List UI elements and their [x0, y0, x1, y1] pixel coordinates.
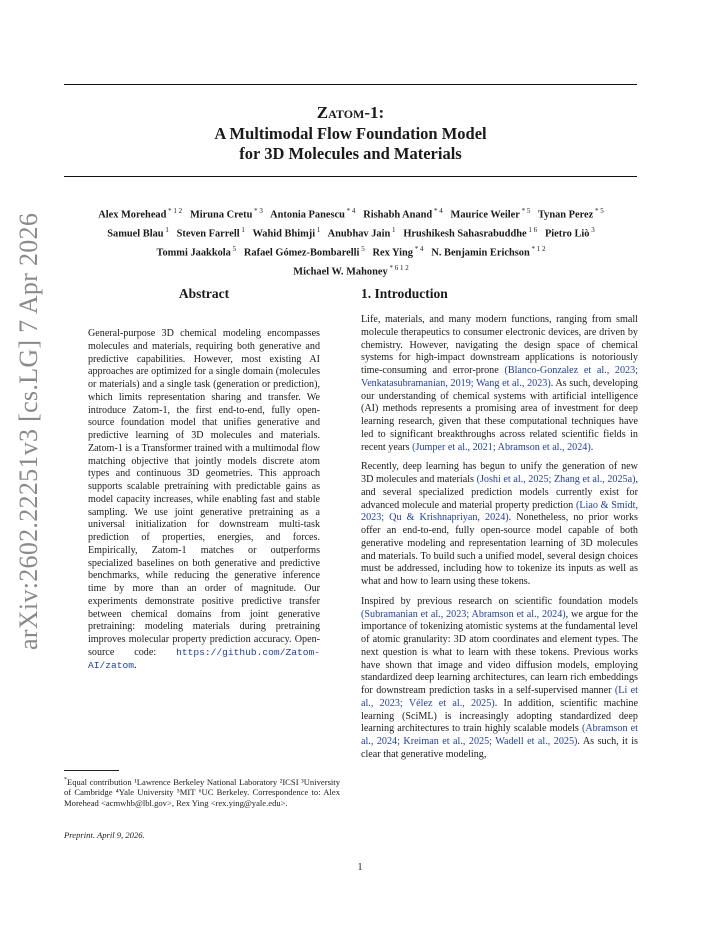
author-name: Hrushikesh Sahasrabuddhe	[403, 228, 527, 240]
title-line-2: A Multimodal Flow Foundation Model	[214, 123, 487, 143]
right-column	[361, 286, 638, 769]
footnote-marker: *	[64, 777, 67, 783]
intro-p2-mid: , and several specialized prediction models currently exist for advanced molecule and material property prediction	[361, 474, 639, 511]
author-affiliation: * 1 2	[529, 244, 546, 253]
author-name: Pietro Liò	[544, 228, 590, 240]
author-list	[62, 204, 640, 280]
author-name: Tynan Perez	[537, 209, 594, 221]
author-name: Miruna Cretu	[189, 209, 253, 221]
citation-link[interactable]: (Blanco-Gonzalez et al., 2023; Venkatasubramanian, 2019; Wang et al., 2023)	[361, 365, 638, 389]
intro-p1-mid: . As such, developing our understanding of chemical systems with artificial intelligence (AI) methods represents a promising area of investment for deep learning research, given that these computational techniques have led to significant breakthroughs across related scientific fields in recent years	[361, 377, 638, 453]
intro-p3-mid2: . In addition, scientific machine learning (SciML) is increasingly adopting standardized deep learning architectures to train highly scalable models	[361, 697, 638, 735]
author-affiliation: * 4	[344, 207, 356, 215]
author-name: Steven Farrell	[176, 228, 240, 240]
abstract-heading: Abstract	[178, 286, 230, 301]
intro-paragraph-3	[361, 596, 638, 762]
citation-link[interactable]: (Abramson et al., 2024; Kreiman et al., 2025; Wadell et al., 2025)	[361, 723, 638, 747]
author-affiliation: * 4	[432, 207, 443, 215]
author-name: Maurice Weiler	[450, 209, 520, 221]
author-affiliation: * 4	[413, 244, 424, 253]
title-bottom-rule	[64, 176, 637, 177]
citation-link[interactable]: (Joshi et al., 2025; Zhang et al., 2025a)	[476, 474, 636, 485]
left-column	[88, 286, 320, 672]
citation-link[interactable]: (Liao & Smidt, 2023; Qu & Krishnapriyan, 2024)	[361, 499, 638, 524]
author-affiliation: * 6 1 2	[387, 263, 409, 272]
arxiv-identifier: arXiv:2602.22251v3 [cs.LG] 7 Apr 2026	[14, 212, 43, 650]
title-top-rule	[64, 84, 637, 85]
author-affiliation: * 5	[593, 207, 604, 215]
intro-p1-end: .	[590, 441, 594, 453]
author-name: Wahid Bhimji	[252, 228, 316, 240]
footnote-rule	[64, 770, 119, 771]
author-affiliation: 5	[359, 244, 365, 253]
intro-p3-text: Inspired by previous research on scientific foundation models	[361, 595, 638, 607]
abstract-text: General-purpose 3D chemical modeling encompasses molecules and materials, requiring both generative and predictive capabilities. However, most existing AI approaches are optimized for a single domain (molecules or materials) and a single task (generation or prediction), which limits representation sharing and transfer. We introduce Zatom-1, the first end-to-end, fully open-source foundation model that unifies generative and predictive learning of 3D molecules and materials. Zatom-1 is a Transformer trained with a multimodal flow matching objective that jointly models discrete atom types and continuous 3D geometries. This approach supports scalable pretraining with predictable gains as model capacity increases, while enabling fast and stable sampling. We use joint generative pretraining as a universal initialization for downstream multi-task prediction of properties, energies, and forces. Empirically, Zatom-1 matches or outperforms specialized baselines on both generative and predictive benchmarks, while reducing the generative inference time by more than an order of magnitude. Our experiments demonstrate positive predictive transfer between chemical domains from joint generative pretraining: modeling materials during pretraining improves molecular property prediction accuracy. Open-source code:	[88, 328, 320, 658]
intro-p3-mid: , we argue for the importance of tokenizing atomistic systems at the fundamental level of atomic granularity: 3D atom coordinates and element types. The next question is what to learn with these tokens. Previous works have shown that image and video diffusion models, employing standardized deep learning architectures, can learn rich embeddings for downstream prediction tasks in a self-supervised manner	[361, 608, 638, 696]
author-name: N. Benjamin Erichson	[431, 247, 530, 259]
author-affiliation: 5	[230, 244, 237, 253]
author-affiliation: 1	[163, 225, 169, 234]
author-name: Samuel Blau	[107, 228, 164, 240]
author-affiliation: 3	[589, 225, 595, 234]
citation-link[interactable]: (Li et al., 2023; Vélez et al., 2025)	[361, 685, 638, 709]
author-name: Anubhav Jain	[327, 228, 391, 240]
author-name: Antonia Panescu	[270, 209, 345, 221]
abstract-end: .	[134, 659, 137, 671]
author-affiliation: * 1 2	[166, 207, 183, 215]
intro-paragraph-2	[361, 461, 638, 589]
intro-paragraph-1	[361, 314, 638, 454]
author-name: Rex Ying	[372, 247, 414, 259]
author-name: Tommi Jaakkola	[156, 247, 231, 259]
introduction-heading: 1. Introduction	[361, 286, 448, 301]
citation-link[interactable]: (Jumper et al., 2021; Abramson et al., 2024)	[412, 441, 591, 453]
footnote-text: Equal contribution ¹Lawrence Berkeley National Laboratory ²ICSI ³University of Cambridge ⁴Yale University ⁵MIT ⁶UC Berkeley. Correspondence to: Alex Morehead <acmwhb@lbl.gov>, Rex Ying <rex.ying@yale.edu>.	[64, 776, 340, 809]
author-name: Alex Morehead	[98, 209, 167, 221]
author-affiliation: 1	[390, 225, 396, 234]
author-affiliation: * 3	[252, 207, 263, 215]
preprint-note: Preprint. April 9, 2026.	[64, 830, 145, 840]
author-name: Rishabh Anand	[363, 209, 433, 221]
abstract-body	[88, 328, 320, 672]
code-link[interactable]: https://github.com/Zatom-AI/zatom	[88, 646, 320, 671]
author-affiliation: 1	[239, 225, 245, 234]
author-name: Rafael Gómez-Bombarelli	[243, 247, 360, 259]
title-line-3: for 3D Molecules and Materials	[239, 144, 462, 163]
intro-p1-text: Life, materials, and many modern functions, ranging from small molecule therapeutics to consumer electronic devices, are driven by chemistry. However, navigating the design space of chemical systems for high-impact downstream applications is notoriously time-consuming and error-prone	[361, 314, 638, 376]
author-affiliation: 1	[315, 225, 321, 234]
intro-p3-end: . As such, it is clear that generative modeling,	[361, 736, 638, 760]
intro-p2-text: Recently, deep learning has begun to unify the generation of new 3D molecules and materials	[361, 461, 638, 485]
citation-link[interactable]: (Subramanian et al., 2023; Abramson et al., 2024)	[361, 608, 566, 620]
paper-title	[64, 103, 637, 165]
title-line-1: Zatom-1:	[316, 103, 385, 122]
footnote	[64, 775, 340, 809]
author-affiliation: * 5	[519, 207, 531, 215]
author-affiliation: 1 6	[526, 225, 538, 234]
intro-p2-end: . Nonetheless, no prior works offer an end-to-end, fully open-source model capable of both generative modeling and representation learning of 3D molecules and materials. To build such a unified model, several design choices must be addressed, including how to tokenize its inputs as well as what and how to learn using these tokens.	[361, 512, 638, 587]
author-name: Michael W. Mahoney	[293, 266, 388, 278]
page-number: 1	[357, 862, 363, 873]
